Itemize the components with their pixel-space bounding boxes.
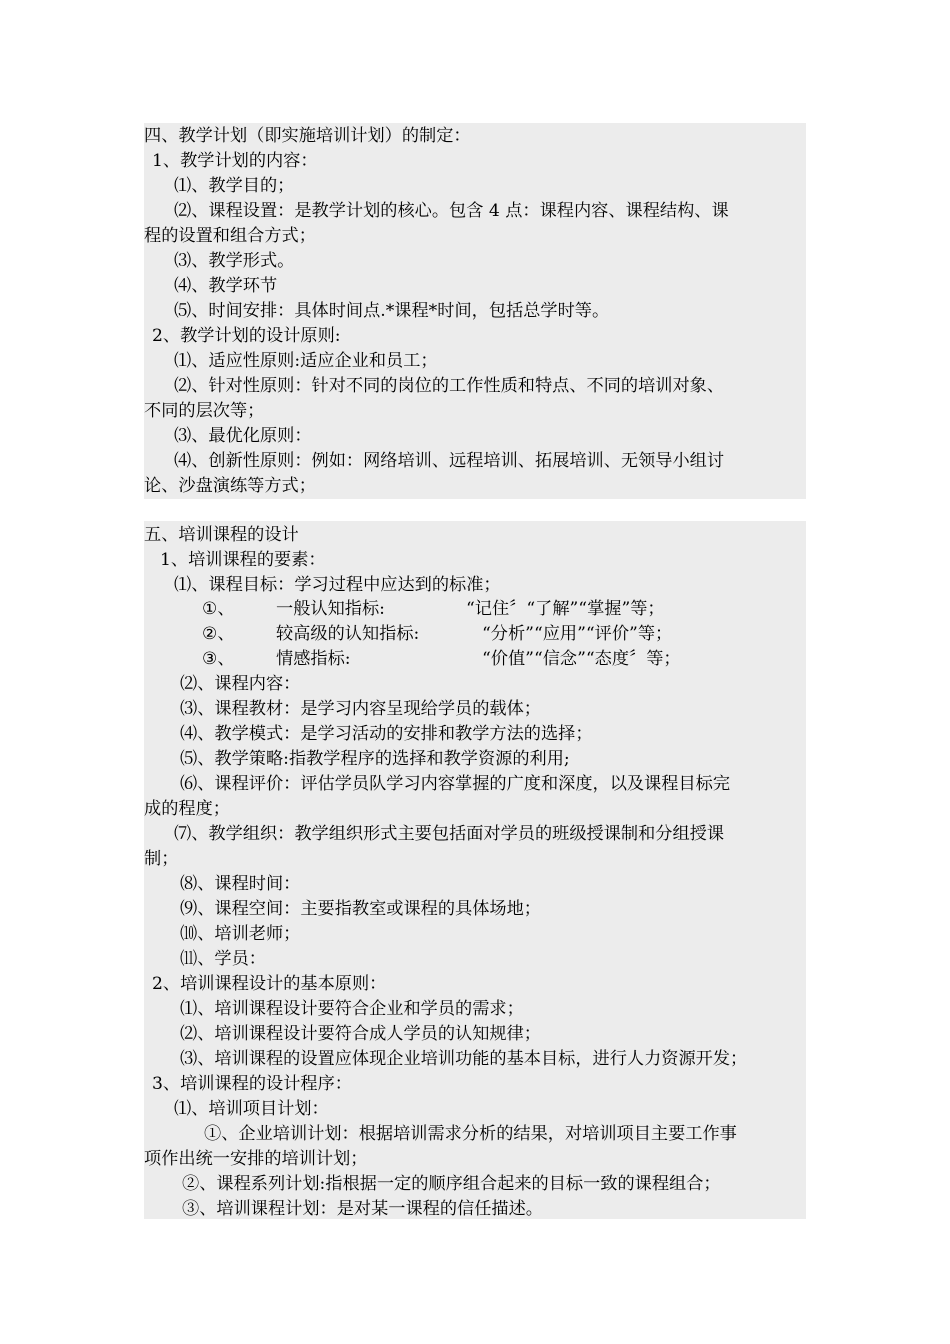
- list-item: ⑷、教学模式：是学习活动的安排和教学方法的选择；: [180, 724, 593, 744]
- list-item: ⑶、课程教材：是学习内容呈现给学员的载体；: [180, 699, 541, 719]
- goal-row: [144, 623, 806, 645]
- list-item: ⑸、时间安排：具体时间点.*课程*时间，包括总学时等。: [174, 301, 610, 321]
- list-item: ⑴、课程目标：学习过程中应达到的标准；: [174, 575, 501, 595]
- subsection-heading: 1、教学计划的内容：: [152, 151, 318, 171]
- goal-examples: “分析”“应用”“评价”等；: [482, 624, 673, 644]
- goal-name: 较高级的认知指标:: [276, 624, 420, 644]
- subsection-heading: 2、培训课程设计的基本原则：: [152, 974, 387, 994]
- sub-list-item: ③、培训课程计划：是对某一课程的信任描述。: [182, 1199, 543, 1219]
- sub-list-item-continuation: 项作出统一安排的培训计划；: [144, 1149, 368, 1169]
- goal-name: 情感指标:: [276, 649, 351, 669]
- list-item: ⑵、培训课程设计要符合成人学员的认知规律；: [180, 1024, 541, 1044]
- list-item: ⑵、课程内容：: [180, 674, 301, 694]
- subsection-heading: 3、培训课程的设计程序：: [152, 1074, 352, 1094]
- list-item: ⑴、适应性原则:适应企业和员工；: [174, 351, 438, 371]
- section-title: 四、教学计划（即实施培训计划）的制定：: [144, 126, 471, 146]
- section-title: 五、培训课程的设计: [144, 525, 299, 545]
- list-item: ⑴、培训课程设计要符合企业和学员的需求；: [180, 999, 524, 1019]
- list-item: ⑹、课程评价：评估学员队学习内容掌握的广度和深度，以及课程目标完: [180, 774, 731, 794]
- goal-examples: “记住〞“了解”“掌握”等；: [466, 599, 665, 619]
- list-item: ⑼、课程空间：主要指教室或课程的具体场地；: [180, 899, 541, 919]
- sub-list-item: ②、课程系列计划:指根据一定的顺序组合起来的目标一致的课程组合；: [182, 1174, 721, 1194]
- goal-name: 一般认知指标:: [276, 599, 385, 619]
- sub-list-item: ①、企业培训计划：根据培训需求分析的结果，对培训项目主要工作事: [204, 1124, 737, 1144]
- goal-number: ②、: [202, 624, 235, 644]
- list-item-continuation: 制；: [144, 849, 179, 869]
- list-item: ⑾、学员：: [180, 949, 266, 969]
- list-item: ⑷、创新性原则：例如：网络培训、远程培训、拓展培训、无领导小组讨: [174, 451, 725, 471]
- list-item-continuation: 成的程度；: [144, 799, 230, 819]
- list-item: ⑻、课程时间：: [180, 874, 301, 894]
- goal-row: [144, 598, 806, 620]
- list-item: ⑶、教学形式。: [174, 251, 295, 271]
- goal-row: [144, 648, 806, 670]
- section-teaching-plan: [144, 123, 806, 499]
- goal-number: ③、: [202, 649, 235, 669]
- list-item: ⑸、教学策略:指教学程序的选择和教学资源的利用;: [180, 749, 570, 769]
- list-item: ⑽、培训老师；: [180, 924, 301, 944]
- goal-number: ①、: [202, 599, 235, 619]
- list-item: ⑴、培训项目计划：: [174, 1099, 329, 1119]
- list-item: ⑴、教学目的；: [174, 176, 295, 196]
- list-item: ⑶、培训课程的设置应体现企业培训功能的基本目标，进行人力资源开发；: [180, 1049, 748, 1069]
- list-item: ⑷、教学环节: [174, 276, 278, 296]
- list-item-continuation: 论、沙盘演练等方式；: [144, 476, 316, 496]
- list-item: ⑵、课程设置：是教学计划的核心。包含 4 点：课程内容、课程结构、课: [174, 201, 729, 221]
- list-item: ⑶、最优化原则：: [174, 426, 312, 446]
- subsection-heading: 2、教学计划的设计原则:: [152, 326, 341, 346]
- subsection-heading: 1、培训课程的要素：: [160, 550, 326, 570]
- list-item-continuation: 程的设置和组合方式；: [144, 226, 316, 246]
- list-item-continuation: 不同的层次等；: [144, 401, 265, 421]
- list-item: ⑺、教学组织：教学组织形式主要包括面对学员的班级授课制和分组授课: [174, 824, 725, 844]
- list-item: ⑵、针对性原则：针对不同的岗位的工作性质和特点、不同的培训对象、: [174, 376, 725, 396]
- section-course-design: [144, 521, 806, 1219]
- goal-examples: “价值”“信念”“态度〞等；: [482, 649, 681, 669]
